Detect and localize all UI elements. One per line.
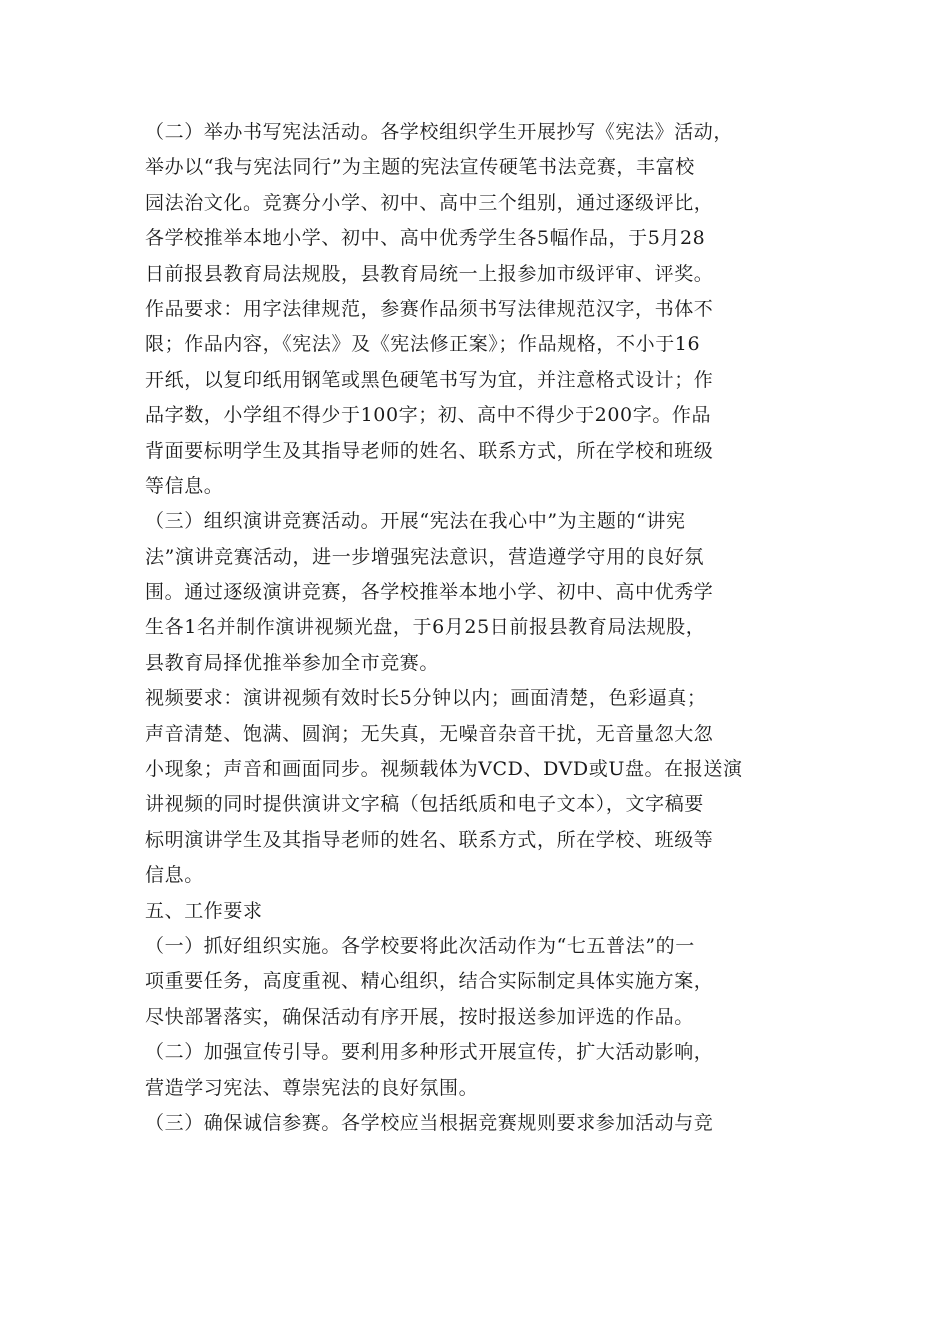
text-line: 各学校推举本地小学、初中、高中优秀学生各5幅作品，于5月28 bbox=[145, 227, 706, 250]
text-line: 限；作品内容，《宪法》及《宪法修正案》；作品规格，不小于16 bbox=[145, 333, 701, 356]
text-line: 营造学习宪法、尊崇宪法的良好氛围。 bbox=[145, 1076, 479, 1099]
text-line: 作品要求：用字法律规范，参赛作品须书写法律规范汉字，书体不 bbox=[145, 297, 714, 320]
text-line: 五、工作要求 bbox=[145, 899, 263, 922]
text-line: （三）组织演讲竞赛活动。开展“宪法在我心中”为主题的“讲宪 bbox=[145, 510, 686, 533]
document-body bbox=[145, 115, 825, 1141]
text-line: 园法治文化。竞赛分小学、初中、高中三个组别，通过逐级评比， bbox=[145, 191, 714, 214]
text-line: 法”演讲竞赛活动，进一步增强宪法意识，营造遵学守用的良好氛 bbox=[145, 545, 705, 568]
text-line: 尽快部署落实，确保活动有序开展，按时报送参加评选的作品。 bbox=[145, 1005, 694, 1028]
text-line: 标明演讲学生及其指导老师的姓名、联系方式，所在学校、班级等 bbox=[145, 828, 714, 851]
text-line: 开纸，以复印纸用钢笔或黑色硬笔书写为宜，并注意格式设计；作 bbox=[145, 368, 714, 391]
text-line: 生各1名并制作演讲视频光盘，于6月25日前报县教育局法规股， bbox=[145, 616, 706, 639]
text-line: （三）确保诚信参赛。各学校应当根据竞赛规则要求参加活动与竞 bbox=[145, 1111, 714, 1134]
text-line: 品字数，小学组不得少于100字；初、高中不得少于200字。作品 bbox=[145, 404, 712, 427]
text-line: 日前报县教育局法规股，县教育局统一上报参加市级评审、评奖。 bbox=[145, 262, 714, 285]
text-line: 背面要标明学生及其指导老师的姓名、联系方式，所在学校和班级 bbox=[145, 439, 714, 462]
text-line: （一）抓好组织实施。各学校要将此次活动作为“七五普法”的一 bbox=[145, 934, 695, 957]
text-line: （二）举办书写宪法活动。各学校组织学生开展抄写《宪法》活动， bbox=[145, 121, 734, 143]
text-line: 视频要求：演讲视频有效时长5分钟以内；画面清楚，色彩逼真； bbox=[145, 687, 707, 710]
text-line: 项重要任务，高度重视、精心组织，结合实际制定具体实施方案， bbox=[145, 970, 714, 993]
text-line: 声音清楚、饱满、圆润；无失真，无噪音杂音干扰，无音量忽大忽 bbox=[145, 722, 714, 745]
text-line: 举办以“我与宪法同行”为主题的宪法宣传硬笔书法竞赛，丰富校 bbox=[145, 156, 695, 179]
text-line: 小现象；声音和画面同步。视频载体为VCD、DVD或U盘。在报送演 bbox=[145, 758, 743, 781]
text-line: 等信息。 bbox=[145, 474, 224, 497]
text-line: 县教育局择优推举参加全市竞赛。 bbox=[145, 651, 440, 674]
text-line: （二）加强宣传引导。要利用多种形式开展宣传，扩大活动影响， bbox=[145, 1041, 714, 1064]
text-line: 讲视频的同时提供演讲文字稿（包括纸质和电子文本），文字稿要 bbox=[145, 793, 704, 816]
text-line: 信息。 bbox=[145, 864, 204, 887]
text-line: 围。通过逐级演讲竞赛，各学校推举本地小学、初中、高中优秀学 bbox=[145, 581, 714, 604]
